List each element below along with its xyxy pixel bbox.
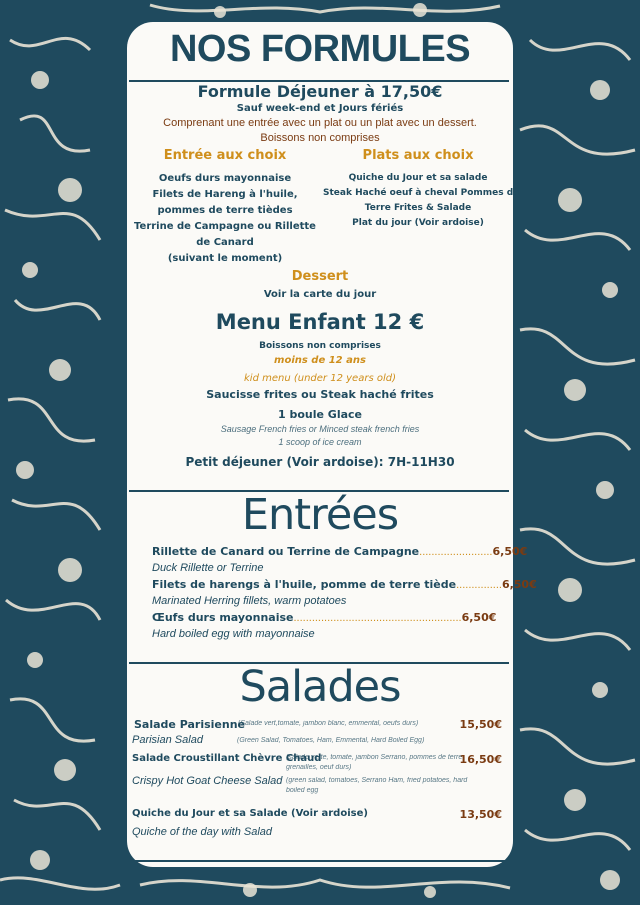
divider-line (129, 860, 509, 862)
enfant-dessert: 1 boule Glace (277, 408, 362, 421)
menu-item-price: 6,50€ (501, 578, 537, 591)
menu-item-name: Filets de harengs à l'huile, pomme de terre tiède (152, 578, 457, 591)
plats-choice-list (323, 171, 520, 231)
menu-item-name: Salade Croustillant Chèvre Chaud (132, 753, 322, 764)
page-title: NOS FORMULES (169, 28, 471, 70)
menu-item-translation-description: (green salad, tomatoes, Serrano Ham, fried potatoes, hard (286, 777, 468, 784)
enfant-heading: Menu Enfant 12 € (215, 310, 425, 334)
menu-item-translation-description: boiled egg (286, 787, 319, 794)
menu-item-price: 13,50€ (459, 808, 502, 821)
menu-item-row (152, 544, 528, 560)
menu-item-translation: Duck Rillette or Terrine (152, 562, 264, 574)
leader-dots: ............... (456, 579, 502, 591)
entree-choice-item: Terrine de Campagne ou Rillette (134, 221, 316, 232)
menu-item-description: (salade verte, tomate, jambon Serrano, pommes de terre (286, 754, 463, 761)
entree-choice-item: pommes de terre tièdes (157, 205, 293, 216)
menu-item-translation: Marinated Herring fillets, warm potatoes (152, 595, 347, 607)
menu-item-translation: Hard boiled egg with mayonnaise (152, 628, 315, 640)
plats-choice-heading: Plats aux choix (362, 148, 474, 163)
entrees-list (152, 544, 537, 643)
menu-item-name: Rillette de Canard ou Terrine de Campagne (152, 545, 420, 558)
menu-item-row (152, 577, 537, 593)
leader-dots: ....................................................... (293, 612, 462, 624)
leader-dots: ........................ (419, 546, 493, 558)
menu-item-price: 16,50€ (459, 753, 502, 766)
entree-choice-item: de Canard (196, 237, 254, 248)
entrees-choice-heading: Entrée aux choix (163, 148, 287, 163)
menu-item-description: grenailles, oeuf durs) (286, 764, 352, 771)
entrees-choice-list (127, 171, 323, 267)
formule-heading: Formule Déjeuner à 17,50€ (197, 82, 443, 101)
menu-item-translation: Quiche of the day with Salad (132, 826, 273, 838)
menu-item-price: 15,50€ (459, 718, 502, 731)
formule-drinks: Boissons non comprises (260, 132, 380, 144)
menu-item-name: Quiche du Jour et sa Salade (Voir ardoise) (132, 808, 368, 819)
menu-item-translation-description: (Green Salad, Tomatoes, Ham, Emmental, Hard Boiled Egg) (237, 737, 425, 744)
menu-item-translation: Crispy Hot Goat Cheese Salad (132, 775, 283, 787)
formule-description: Comprenant une entrée avec un plat ou un plat avec un dessert. (163, 117, 477, 129)
enfant-dessert-en: 1 scoop of ice cream (278, 437, 362, 447)
menu-item-price: 6,50€ (461, 611, 497, 624)
enfant-age-en: kid menu (under 12 years old) (244, 373, 396, 384)
salades-section-heading: Salades (239, 662, 401, 712)
plat-choice-item: Terre Frites & Salade (364, 203, 472, 213)
entrees-section-heading: Entrées (241, 490, 399, 540)
enfant-main-en: Sausage French fries or Minced steak french fries (220, 424, 420, 434)
menu-item-row (152, 610, 502, 626)
salades-list (132, 716, 506, 846)
menu-item-translation: Parisian Salad (132, 734, 203, 746)
menu-card (127, 22, 537, 867)
enfant-drinks: Boissons non comprises (259, 341, 381, 351)
menu-item-description: (Salade vert,tomate, jambon blanc, emmental, oeufs durs) (238, 720, 419, 727)
formule-note: Sauf week-end et Jours fériés (236, 103, 404, 114)
plat-choice-item: Steak Haché oeuf à cheval Pommes de (323, 188, 520, 198)
dessert-heading: Dessert (291, 269, 349, 284)
enfant-main: Saucisse frites ou Steak haché frites (206, 388, 434, 401)
menu-item-name: Œufs durs mayonnaise (152, 611, 294, 624)
menu-item-name: Salade Parisienne (134, 718, 245, 731)
plat-choice-item: Plat du jour (Voir ardoise) (352, 218, 484, 228)
entree-choice-item: Oeufs durs mayonnaise (158, 173, 292, 184)
enfant-age: moins de 12 ans (274, 355, 366, 366)
menu-item-price: 6,50€ (492, 545, 528, 558)
entree-choice-item: (suivant le moment) (167, 253, 283, 264)
dessert-text: Voir la carte du jour (263, 289, 377, 300)
breakfast-info: Petit déjeuner (Voir ardoise): 7H-11H30 (185, 455, 455, 469)
entree-choice-item: Filets de Hareng à l'huile, (152, 189, 298, 200)
plat-choice-item: Quiche du Jour et sa salade (348, 173, 488, 183)
